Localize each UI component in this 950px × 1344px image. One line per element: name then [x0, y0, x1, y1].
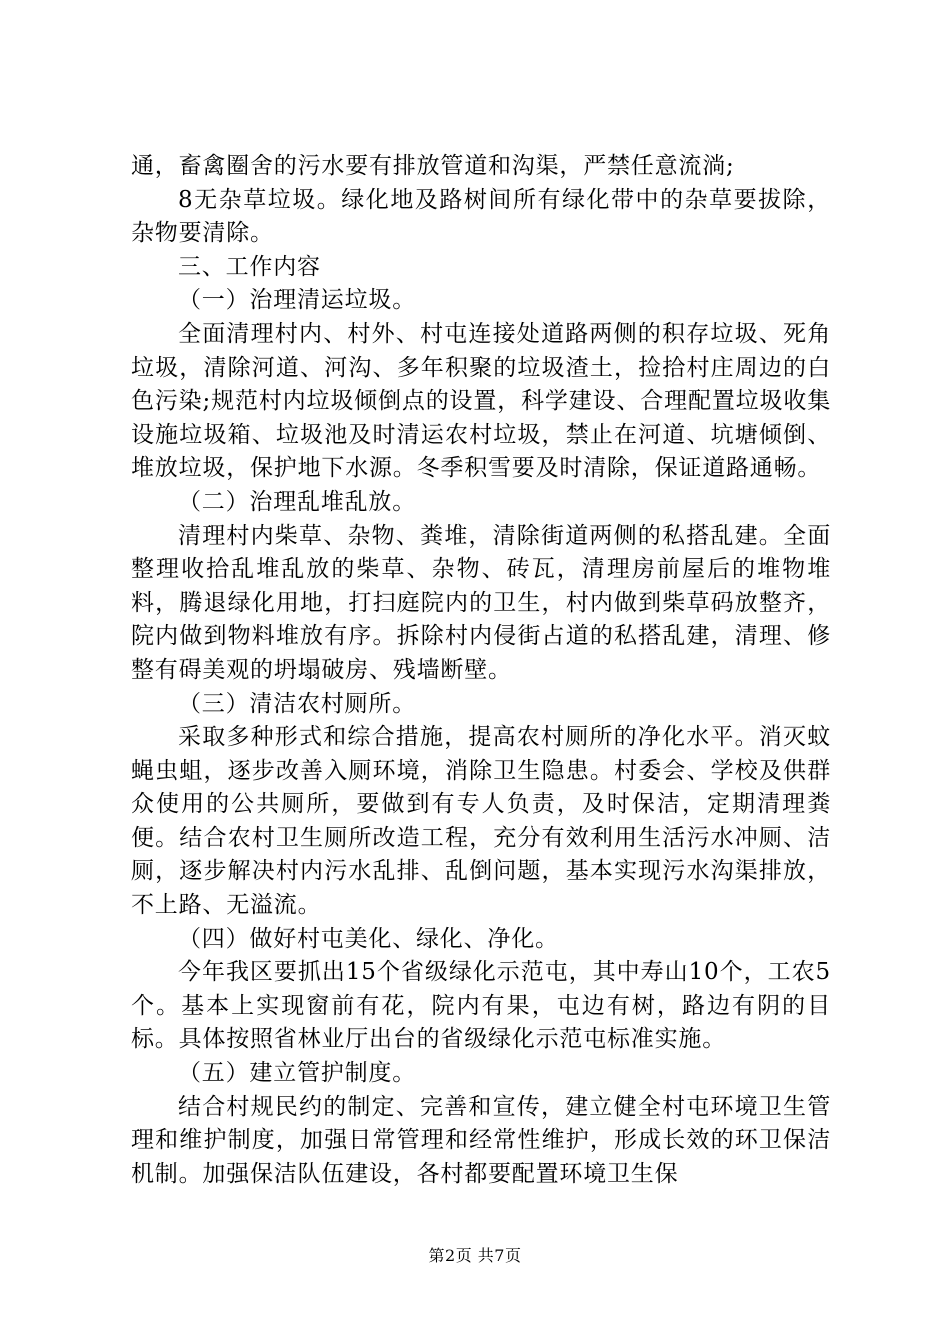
section-heading: 三、工作内容 — [178, 253, 321, 280]
section-heading: （五）建立管护制度。 — [178, 1060, 416, 1087]
section-heading: （四）做好村屯美化、绿化、净化。 — [178, 925, 559, 952]
body-paragraph: 全面清理村内、村外、村屯连接处道路两侧的积存垃圾、死角垃圾，清除河道、河沟、多年积聚的垃圾渣土，捡拾村庄周边的白色污染;规范村内垃圾倾倒点的设置，科学建设、合理配置垃圾收集设施垃圾箱、垃圾池及时清运农村垃圾，禁止在河道、坑塘倾倒、堆放垃圾，保护地下水源。冬季积雪要及时清除，保证道路通畅。 — [131, 320, 831, 482]
section-heading: （一）治理清运垃圾。 — [178, 287, 416, 314]
section-heading: （三）清洁农村厕所。 — [178, 690, 416, 717]
body-paragraph: 清理村内柴草、杂物、粪堆，清除街道两侧的私搭乱建。全面整理收拾乱堆乱放的柴草、杂物、砖瓦，清理房前屋后的堆物堆料，腾退绿化用地，打扫庭院内的卫生，村内做到柴草码放整齐，院内做到物料堆放有序。拆除村内侵街占道的私搭乱建，清理、修整有碍美观的坍塌破房、残墙断壁。 — [131, 522, 831, 683]
document-body — [131, 150, 831, 1191]
page-footer: 第2页 共7页 — [428, 1246, 522, 1265]
body-paragraph: 采取多种形式和综合措施，提高农村厕所的净化水平。消灭蚊蝇虫蛆，逐步改善入厕环境，消除卫生隐患。村委会、学校及供群众使用的公共厕所，要做到有专人负责，及时保洁，定期清理粪便。结合农村卫生厕所改造工程，充分有效利用生活污水冲厕、洁厕，逐步解决村内污水乱排、乱倒问题，基本实现污水沟渠排放，不上路、无溢流。 — [131, 724, 831, 919]
body-paragraph: 8无杂草垃圾。绿化地及路树间所有绿化带中的杂草要拔除，杂物要清除。 — [131, 186, 831, 247]
body-paragraph: 今年我区要抓出15个省级绿化示范屯，其中寿山10个，工农5个。基本上实现窗前有花，院内有果，屯边有树，路边有阴的目标。具体按照省林业厅出台的省级绿化示范屯标准实施。 — [131, 959, 831, 1053]
body-paragraph: 结合村规民约的制定、完善和宣传，建立健全村屯环境卫生管理和维护制度，加强日常管理和经常性维护，形成长效的环卫保洁机制。加强保洁队伍建设，各村都要配置环境卫生保 — [131, 1093, 831, 1187]
body-paragraph: 通，畜禽圈舍的污水要有排放管道和沟渠，严禁任意流淌; — [131, 153, 735, 179]
section-heading: （二）治理乱堆乱放。 — [178, 488, 416, 515]
